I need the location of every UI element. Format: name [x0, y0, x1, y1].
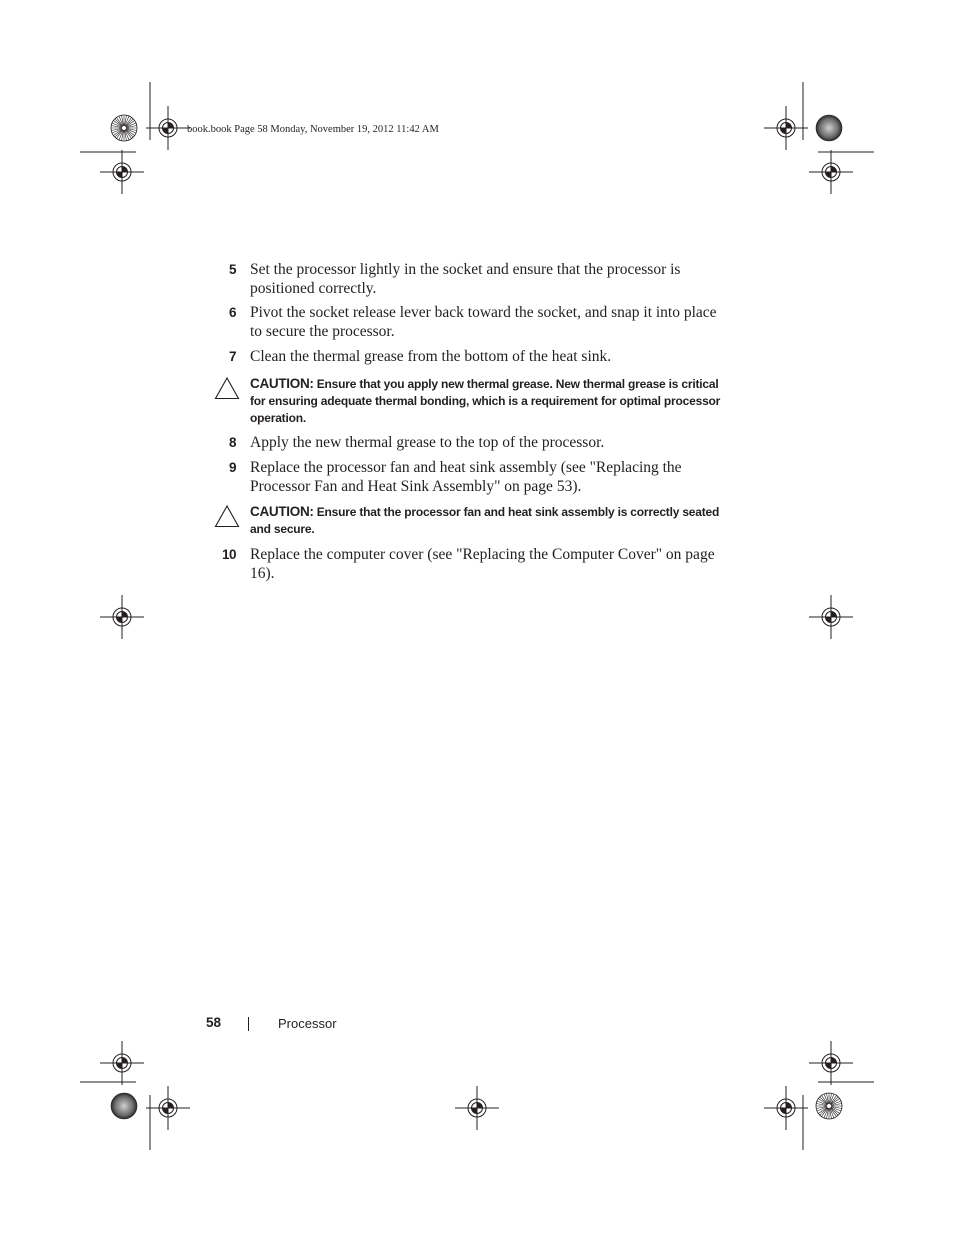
- caution-triangle-icon: [214, 504, 240, 528]
- step-text: Set the processor lightly in the socket and ensure that the processor is positioned correctly.: [250, 261, 681, 297]
- step-text: Clean the thermal grease from the bottom of the heat sink.: [250, 348, 612, 365]
- caution-text: Ensure that you apply new thermal grease. New thermal grease is critical for ensuring adequate thermal bonding, which is a requirement for optimal processor operation.: [250, 377, 721, 425]
- caution-text: Ensure that the processor fan and heat sink assembly is correctly seated and secure.: [250, 505, 720, 536]
- step-7: [228, 347, 720, 366]
- step-text: Apply the new thermal grease to the top of the processor.: [250, 434, 605, 451]
- caution-notice: [250, 503, 725, 538]
- step-6: [228, 303, 720, 341]
- step-text: Replace the processor fan and heat sink assembly (see "Replacing the Processor Fan and Heat Sink Assembly" on page 53).: [250, 459, 682, 495]
- step-5: [228, 260, 720, 298]
- caution-triangle-icon: [214, 376, 240, 400]
- step-number: 9: [228, 460, 236, 475]
- caution-label: CAUTION:: [250, 376, 314, 391]
- step-number: 5: [228, 262, 236, 277]
- caution-label: CAUTION:: [250, 504, 314, 519]
- print-header-stamp: book.book Page 58 Monday, November 19, 2012 11:42 AM: [187, 124, 439, 135]
- step-8: [228, 433, 720, 452]
- step-number: 6: [228, 305, 236, 320]
- step-10: [221, 545, 720, 583]
- footer-divider: [248, 1017, 249, 1031]
- page-number: 58: [206, 1015, 222, 1030]
- step-number: 7: [228, 349, 236, 364]
- footer-section-title: Processor: [278, 1016, 337, 1031]
- step-number: 8: [228, 435, 236, 450]
- step-number: 10: [221, 547, 236, 562]
- caution-notice: [250, 375, 725, 427]
- step-9: [228, 458, 720, 496]
- step-text: Replace the computer cover (see "Replacing the Computer Cover" on page 16).: [250, 546, 715, 582]
- step-text: Pivot the socket release lever back toward the socket, and snap it into place to secure the processor.: [250, 304, 717, 340]
